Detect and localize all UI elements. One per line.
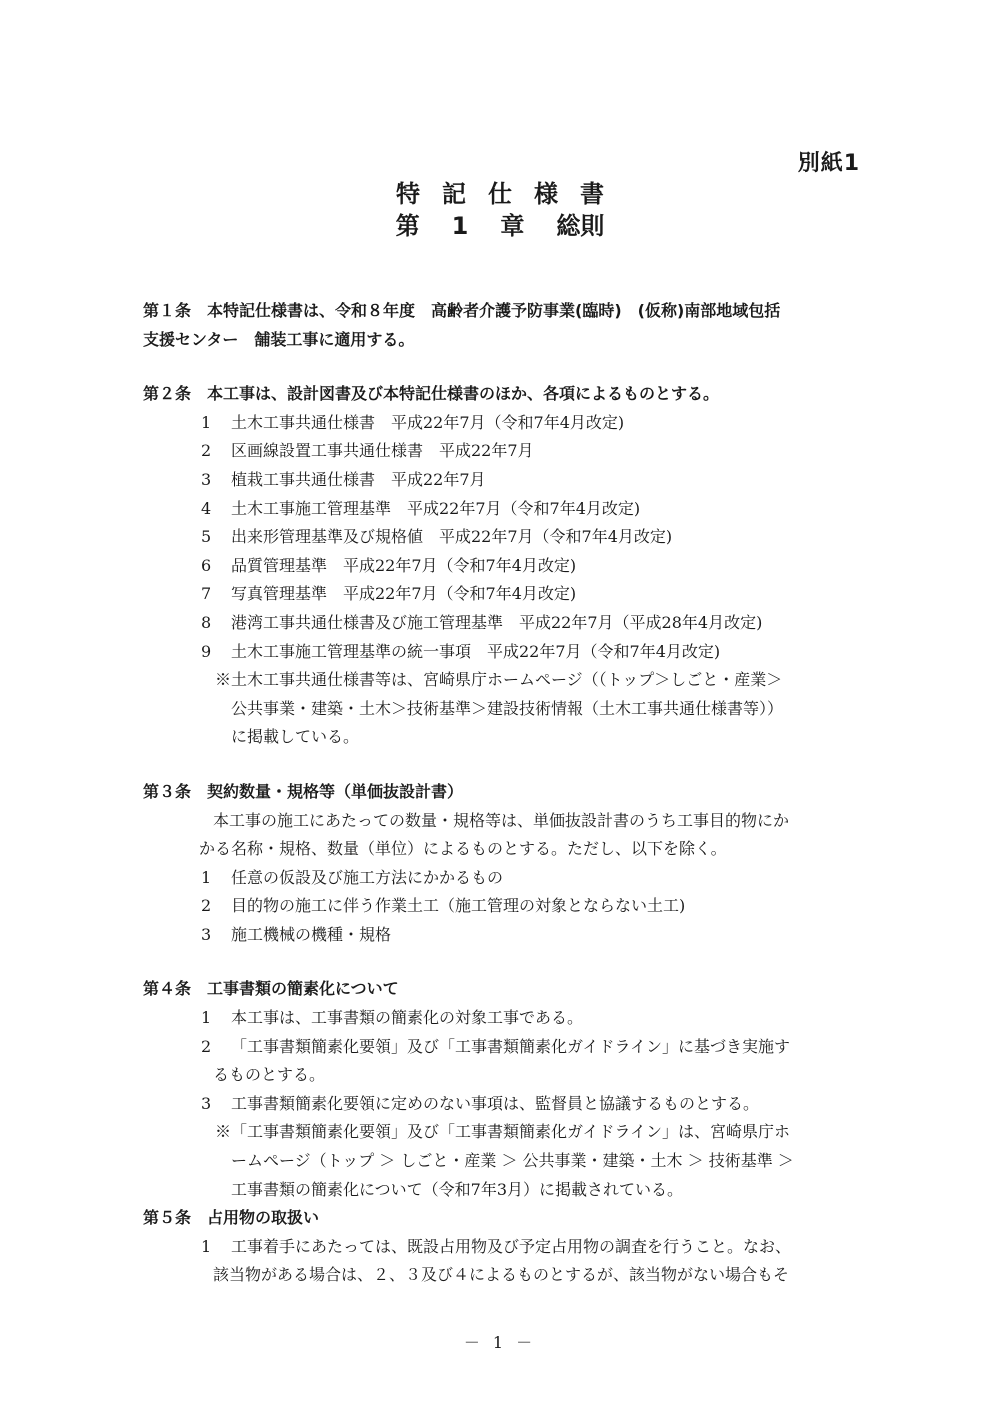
article3-para-line1: 本工事の施工にあたっての数量・規格等は、単価抜設計書のうち工事目的物にか [213,810,790,830]
article2-heading: 第２条 本工事は、設計図書及び本特記仕様書のほか、各項によるものとする。 [143,384,720,404]
chapter-word-1: 第 [395,212,420,240]
list-item: 1 任意の仮設及び施工方法にかかるもの [201,867,504,887]
list-item: 6 品質管理基準 平成22年7月（令和7年4月改定) [201,555,577,575]
article2-note-line1: ※土木工事共通仕様書等は、宮崎県庁ホームページ（（トップ＞しごと・産業＞ [215,670,783,690]
list-item: 5 出来形管理基準及び規格値 平成22年7月（令和7年4月改定) [201,527,673,547]
article1-line1: 第１条 本特記仕様書は、令和８年度 高齢者介護予防事業(臨時) (仮称)南部地域包括 [143,301,781,320]
list-item: 2 目的物の施工に伴う作業土工（施工管理の対象とならない土工) [201,896,686,916]
list-item: 7 写真管理基準 平成22年7月（令和7年4月改定) [201,584,577,604]
list-item: 8 港湾工事共通仕様書及び施工管理基準 平成22年7月（平成28年4月改定) [201,612,763,632]
article4-item2-cont: るものとする。 [213,1065,326,1085]
list-item: 1 本工事は、工事書類の簡素化の対象工事である。 [201,1008,584,1028]
list-item: 2 区画線設置工事共通仕様書 平成22年7月 [201,441,534,461]
list-item: 1 工事着手にあたっては、既設占用物及び予定占用物の調査を行うこと。なお、 [201,1236,792,1256]
article2-note-line2: 公共事業・建築・土木＞技術基準＞建設技術情報（土木工事共通仕様書等）） [231,698,784,718]
list-item: 1 土木工事共通仕様書 平成22年7月（令和7年4月改定) [201,412,625,432]
chapter-title [0,206,1000,241]
chapter-word-3: 章 [500,212,525,240]
article5-item1-cont: 該当物がある場合は、２、３及び４によるものとするが、該当物がない場合もそ [213,1265,790,1285]
article1-line2: 支援センター 舗装工事に適用する。 [143,329,415,349]
list-item: 9 土木工事施工管理基準の統一事項 平成22年7月（令和7年4月改定) [201,641,721,661]
list-item: 3 施工機械の機種・規格 [201,924,392,944]
chapter-word-4: 総則 [556,212,605,240]
article3-para-line2: かる名称・規格、数量（単位）によるものとする。ただし、以下を除く。 [199,839,727,859]
article4-note-line1: ※「工事書類簡素化要領」及び「工事書類簡素化ガイドライン」は、宮崎県庁ホ [215,1122,791,1142]
article5-heading: 第５条 占用物の取扱い [143,1208,320,1228]
list-item: 2 「工事書類簡素化要領」及び「工事書類簡素化ガイドライン」に基づき実施す [201,1036,791,1056]
chapter-word-2: 1 [451,212,469,240]
list-item: 3 植栽工事共通仕様書 平成22年7月 [201,469,486,489]
article4-heading: 第４条 工事書類の簡素化について [143,979,399,999]
page-number: － 1 － [463,1333,537,1352]
list-item: 4 土木工事施工管理基準 平成22年7月（令和7年4月改定) [201,498,641,518]
document-title: 特記仕様書 [396,180,626,208]
article4-note-line2: ームページ（トップ ＞ しごと・産業 ＞ 公共事業・建築・土木 ＞ 技術基準 ＞ [231,1151,794,1171]
article4-note-line3: 工事書類の簡素化について（令和7年3月）に掲載されている。 [231,1179,684,1199]
document-body [143,297,863,1290]
article2-note-line3: に掲載している。 [231,727,360,747]
annex-label: 別紙1 [797,151,860,176]
article3-heading: 第３条 契約数量・規格等（単価抜設計書） [143,781,464,801]
list-item: 3 工事書類簡素化要領に定めのない事項は、監督員と協議するものとする。 [201,1093,760,1113]
